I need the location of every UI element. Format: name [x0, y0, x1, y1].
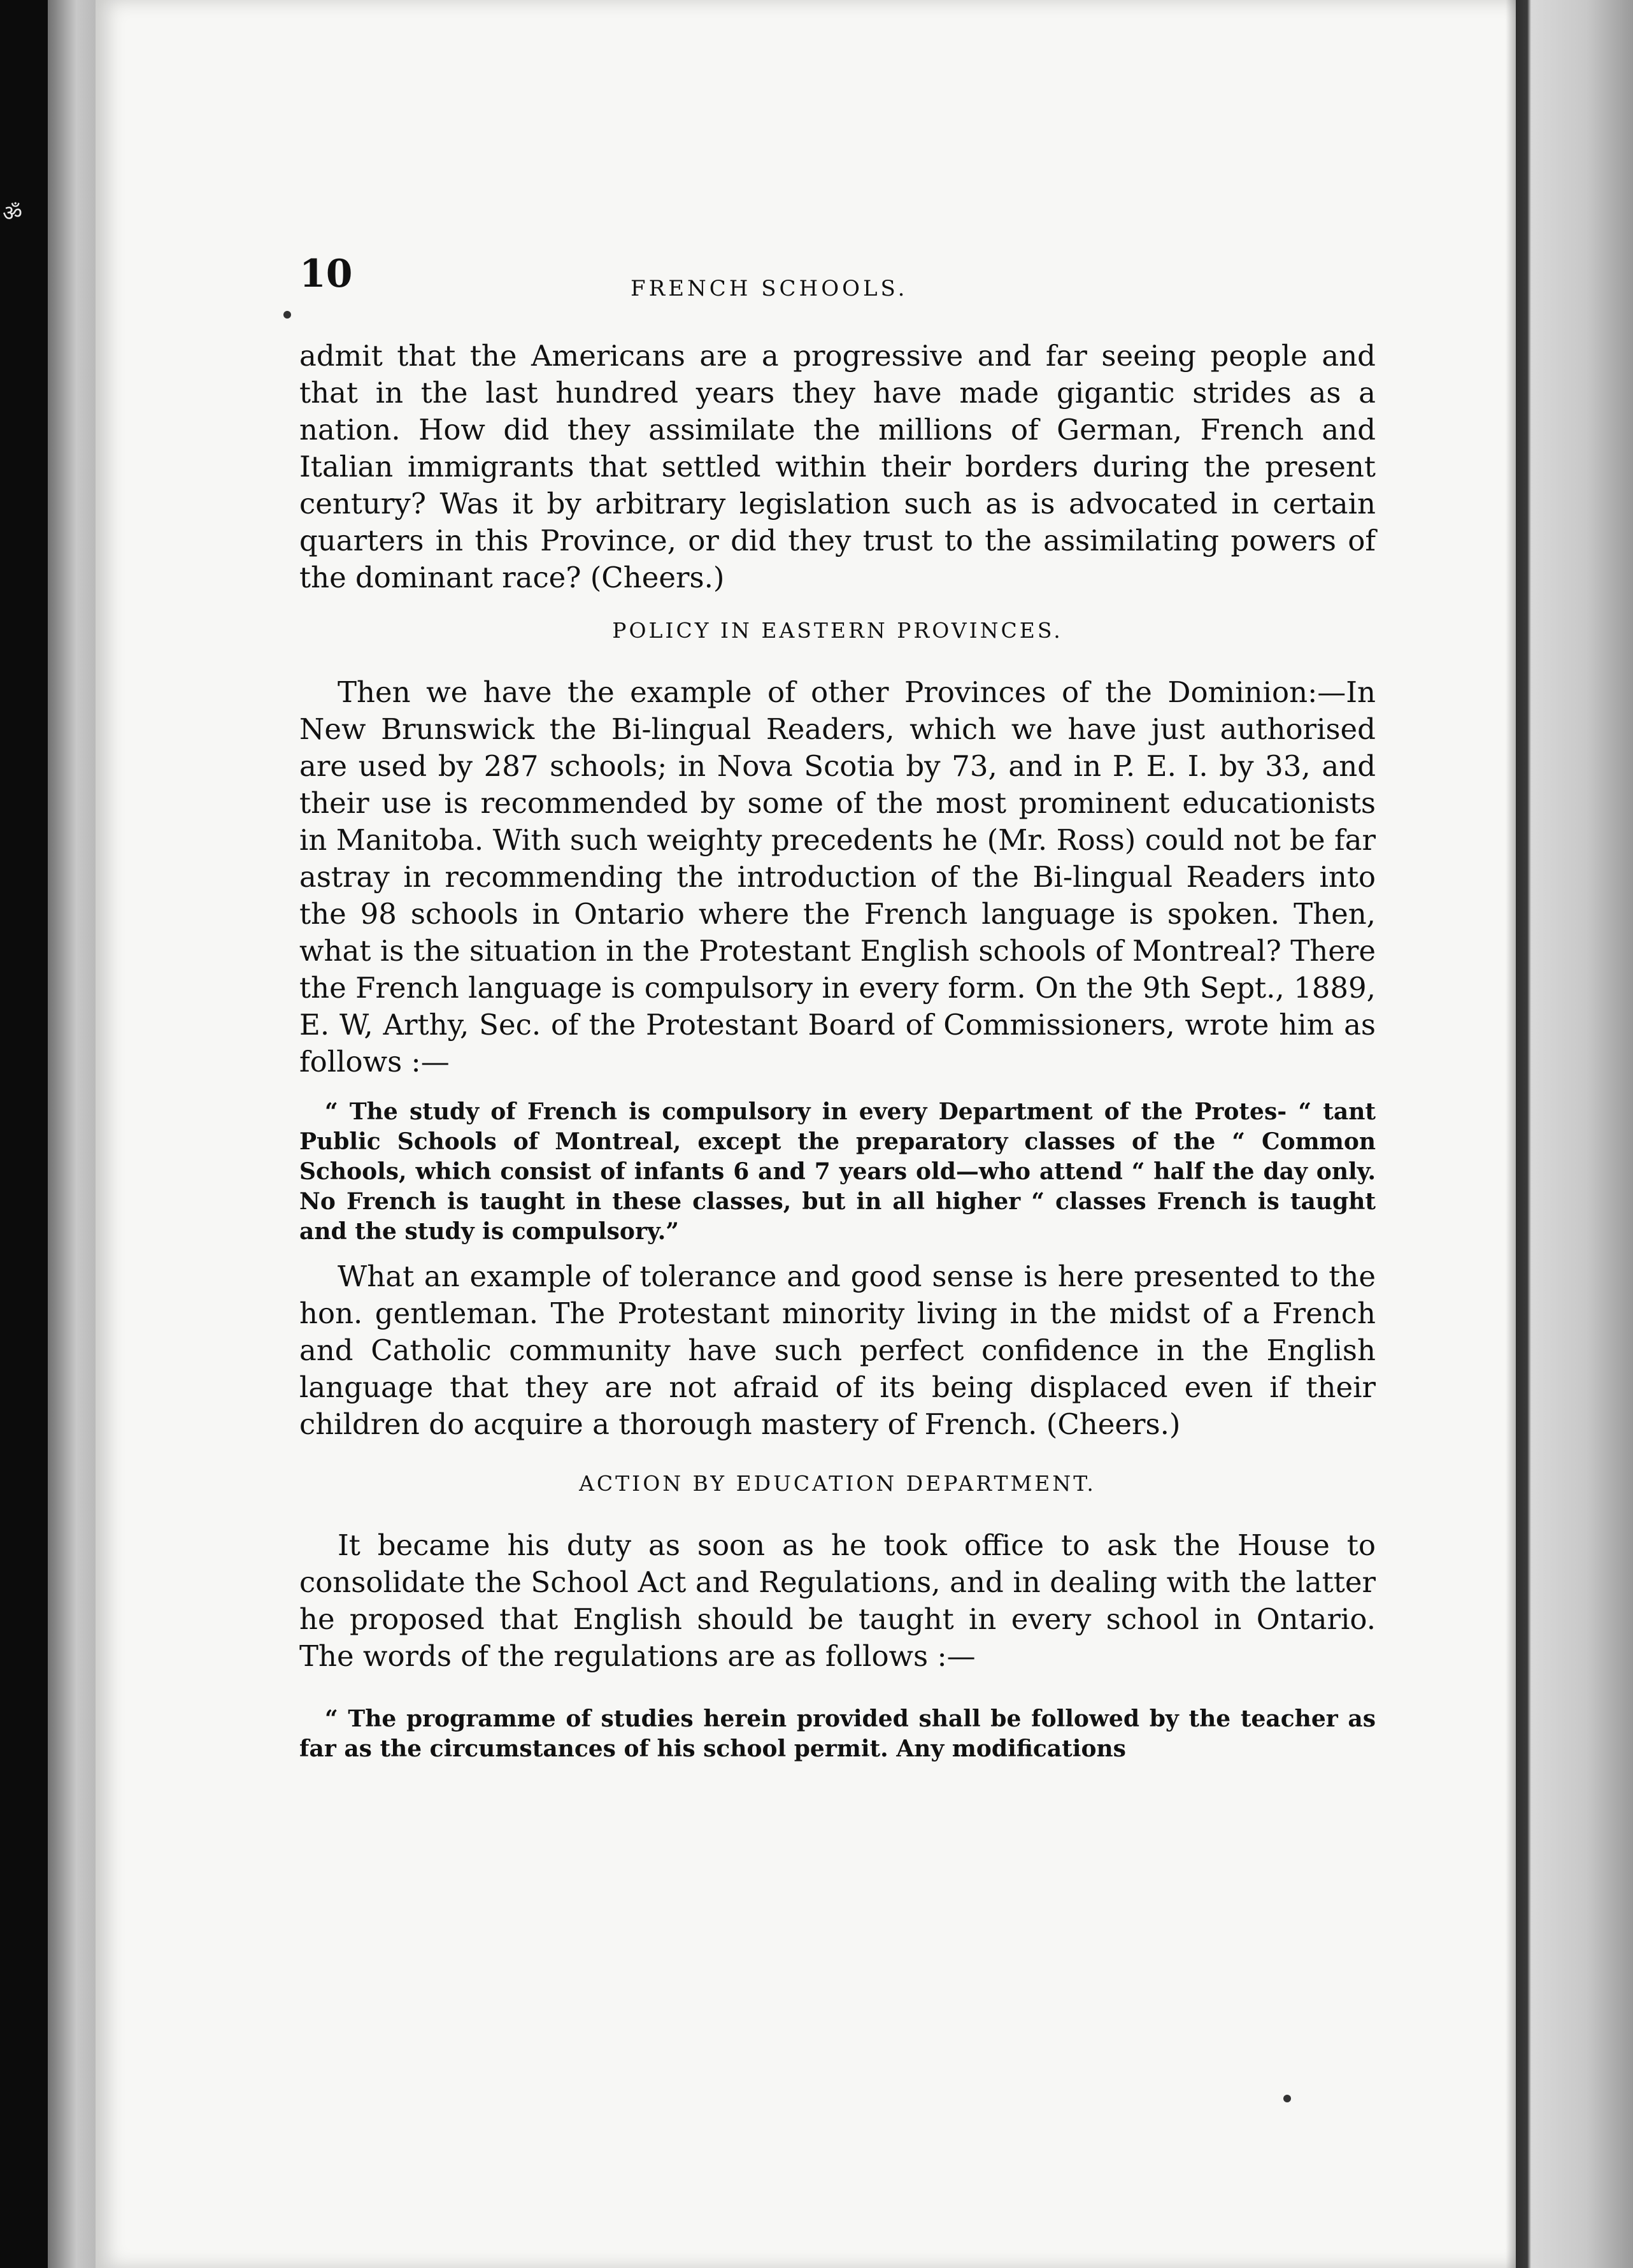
page-number: 10 — [299, 252, 353, 296]
page-gutter-shadow — [1506, 0, 1516, 2268]
paragraph-3: What an example of tolerance and good sense is here presented to the hon. gentleman. The Protestant minority living in the midst of a French and Catholic community have such perfect confidence in the English language that they are not afraid of its being displaced even if their children do acquire a thorough mastery of French. (Cheers.) — [299, 1260, 1376, 1441]
body-text — [299, 338, 1376, 1764]
section-heading-action: ACTION BY EDUCATION DEPARTMENT. — [579, 1471, 1096, 1496]
book-left-edge — [48, 0, 96, 2268]
ink-speck — [283, 311, 291, 319]
binding-ornament-icon: ॐ — [3, 201, 23, 226]
section-heading-policy: POLICY IN EASTERN PROVINCES. — [612, 618, 1063, 643]
running-head: FRENCH SCHOOLS. — [631, 276, 908, 301]
ink-speck — [1283, 2095, 1291, 2102]
quotation-1: “ The study of French is compulsory in every Department of the Protes- “ tant Public Schools of Montreal, except the preparatory classes of the “ Common Schools, which consist of infants 6 and 7 years old—who attend “ half the day only. No French is taught in these classes, but in all higher “ classes French is taught and the study is compulsory.” — [299, 1098, 1376, 1245]
paragraph-2: Then we have the example of other Provinces of the Dominion:—In New Brunswick the Bi-lingual Readers, which we have just authorised are used by 287 schools; in Nova Scotia by 73, and in P. E. I. by 33, and their use is recommended by some of the most prominent educationists in Manitoba. With such weighty precedents he (Mr. Ross) could not be far astray in recommending the introduction of the Bi-lingual Readers into the 98 schools in Ontario where the French language is spoken. Then, what is the situation in the Protestant English schools of Montreal? There the French language is compulsory in every form. On the 9th Sept., 1889, E. W, Arthy, Sec. of the Protestant Board of Commissioners, wrote him as follows :— — [299, 675, 1376, 1079]
paragraph-4: It became his duty as soon as he took office to ask the House to consolidate the School Act and Regulations, and in dealing with the latter he proposed that English should be taught in every school in Ontario. The words of the regulations are as follows :— — [299, 1528, 1376, 1673]
quotation-2: “ The programme of studies herein provided shall be followed by the teacher as far as the circumstances of his school permit. Any modifications — [299, 1705, 1376, 1762]
book-right-edge — [1516, 0, 1633, 2268]
paragraph-1: admit that the Americans are a progressive and far seeing people and that in the last hundred years they have made gigantic strides as a nation. How did they assimilate the millions of German, French and Italian immigrants that settled within their borders during the present century? Was it by arbitrary legislation such as is advocated in certain quarters in this Province, or did they trust to the assimilating powers of the dominant race? (Cheers.) — [299, 339, 1376, 594]
